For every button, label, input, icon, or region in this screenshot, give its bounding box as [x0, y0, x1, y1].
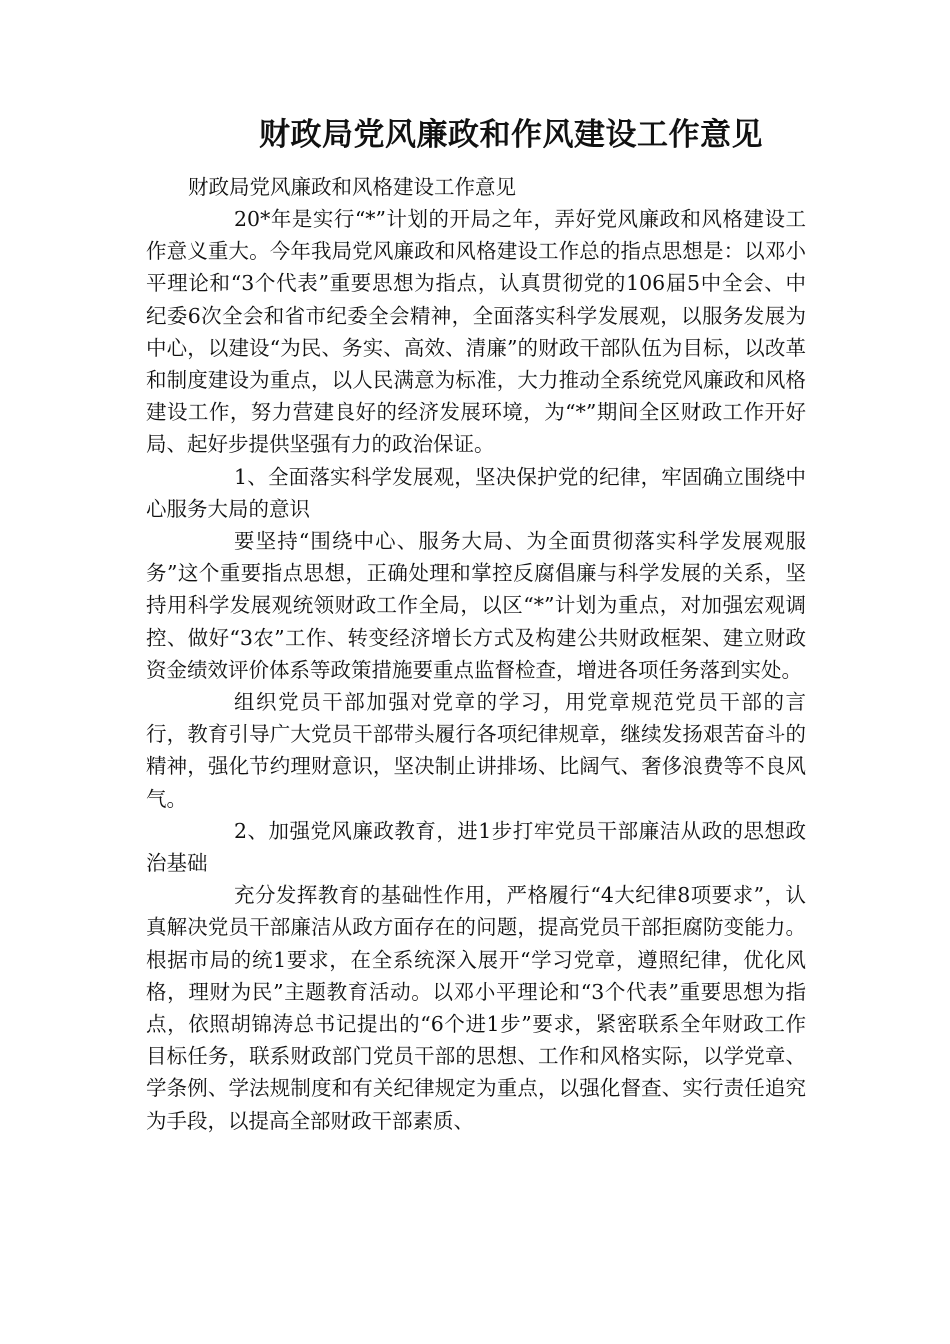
document-subtitle: 财政局党风廉政和风格建设工作意见 — [188, 175, 516, 199]
document-page — [146, 110, 806, 1137]
document-body — [146, 203, 806, 1137]
body-paragraph: 要坚持“围绕中心、服务大局、为全面贯彻落实科学发展观服务”这个重要指点思想，正确处理和掌控反腐倡廉与科学发展的关系，坚持用科学发展观统领财政工作全局，以区“*”计划为重点，对加强宏观调控、做好“3农”工作、转变经济增长方式及构建公共财政框架、建立财政资金绩效评价体系等政策措施要重点监督检查，增进各项任务落到实处。 — [146, 529, 806, 682]
section-heading: 2、加强党风廉政教育，进1步打牢党员干部廉洁从政的思想政治基础 — [146, 818, 806, 876]
body-paragraph: 充分发挥教育的基础性作用，严格履行“4大纪律8项要求”，认真解决党员干部廉洁从政方面存在的问题，提高党员干部拒腐防变能力。根据市局的统1要求，在全系统深入展开“学习党章，遵照纪律，优化风格，理财为民”主题教育活动。以邓小平理论和“3个代表”重要思想为指点，依照胡锦涛总书记提出的“6个进1步”要求，紧密联系全年财政工作目标任务，联系财政部门党员干部的思想、工作和风格实际，以学党章、学条例、学法规制度和有关纪律规定为重点，以强化督查、实行责任追究为手段，以提高全部财政干部素质、 — [146, 883, 806, 1133]
body-paragraph: 组织党员干部加强对党章的学习，用党章规范党员干部的言行，教育引导广大党员干部带头履行各项纪律规章，继续发扬艰苦奋斗的精神，强化节约理财意识，坚决制止讲排场、比阔气、奢侈浪费等不良风气。 — [146, 690, 806, 811]
document-title: 财政局党风廉政和作风建设工作意见 — [259, 117, 763, 153]
section-heading: 1、全面落实科学发展观，坚决保护党的纪律，牢固确立围绕中心服务大局的意识 — [146, 464, 806, 521]
body-paragraph: 20*年是实行“*”计划的开局之年，弄好党风廉政和风格建设工作意义重大。今年我局党风廉政和风格建设工作总的指点思想是：以邓小平理论和“3个代表”重要思想为指点，认真贯彻党的106届5中全会、中纪委6次全会和省市纪委全会精神，全面落实科学发展观，以服务发展为中心，以建设“为民、务实、高效、清廉”的财政干部队伍为目标，以改革和制度建设为重点，以人民满意为标准，大力推动全系统党风廉政和风格建设工作，努力营建良好的经济发展环境，为“*”期间全区财政工作开好局、起好步提供坚强有力的政治保证。 — [146, 207, 806, 457]
